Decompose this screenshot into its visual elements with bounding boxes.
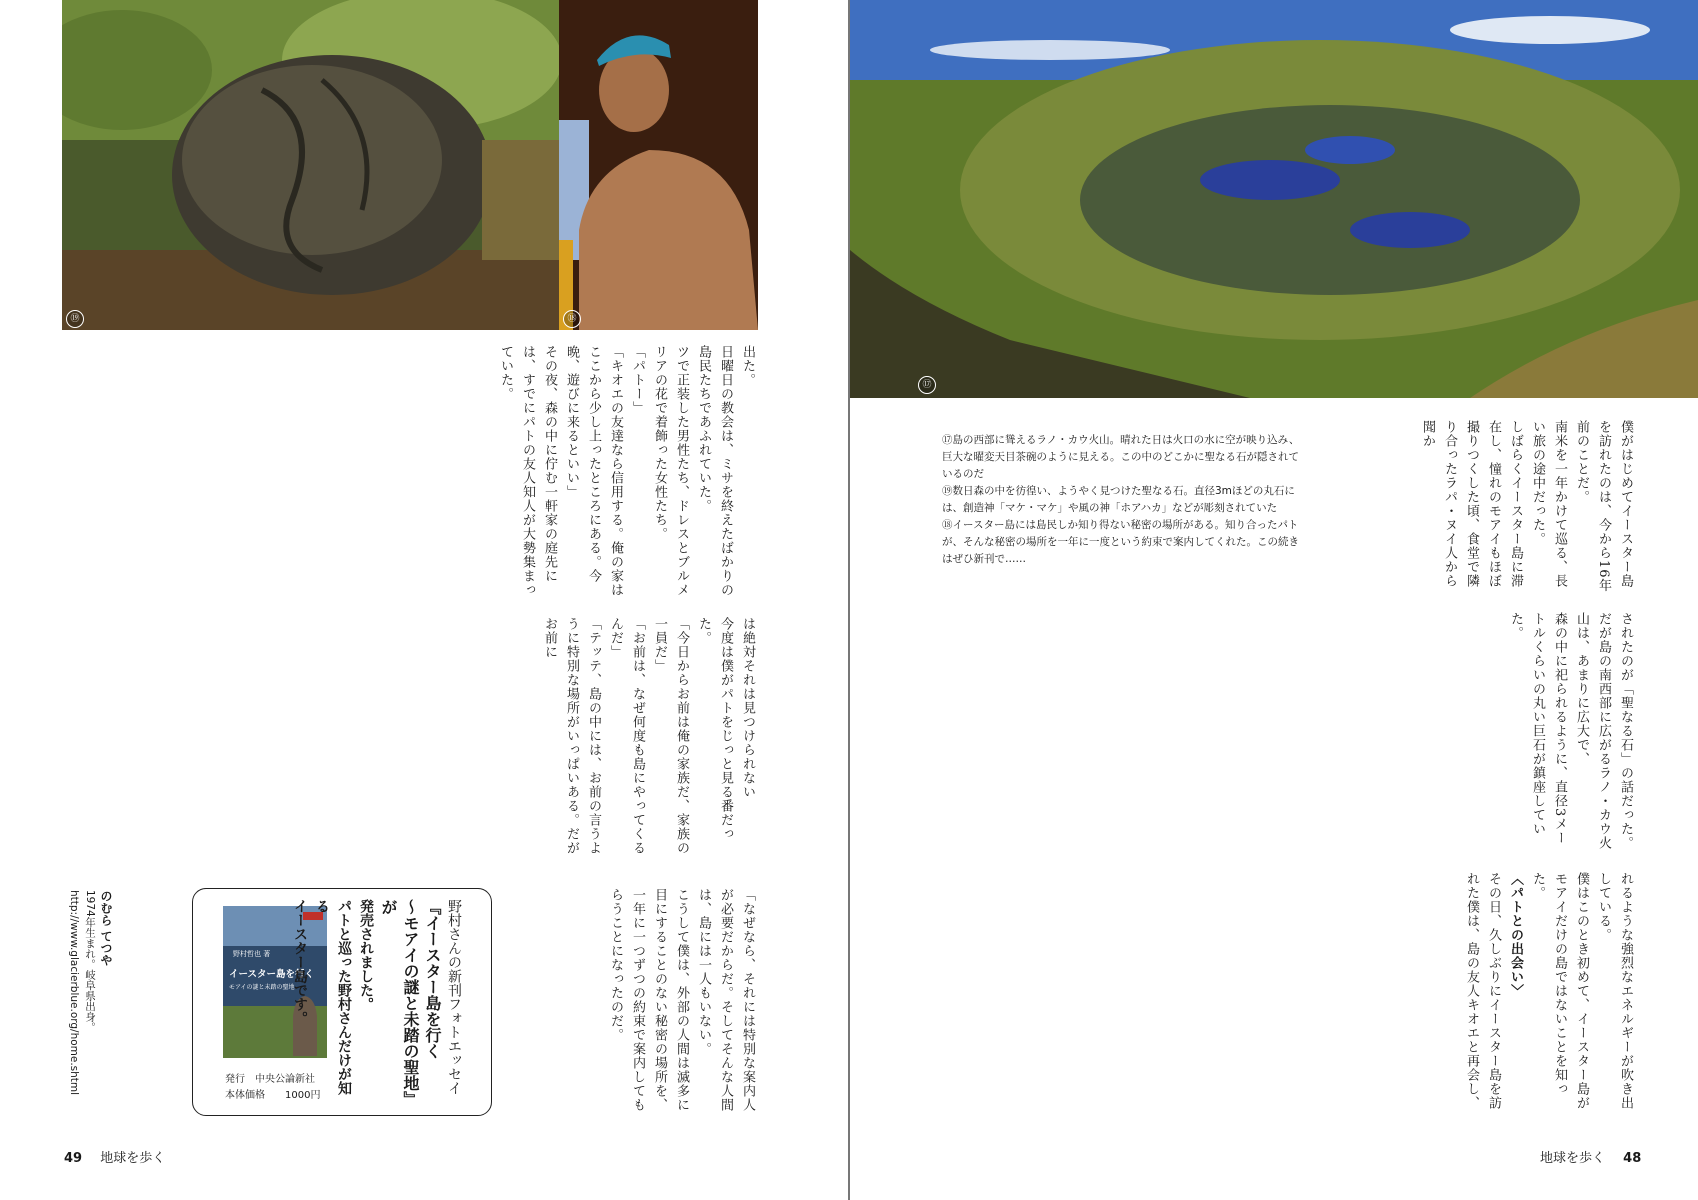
body-text-upper	[1318, 420, 1636, 600]
magazine-title: 地球を歩く	[1540, 1151, 1606, 1166]
paragraph: その夜、森の中に佇む一軒家の庭先には、すでにパトの友人知人が大勢集まっていた。	[498, 345, 557, 597]
left-page	[0, 0, 848, 1200]
caption: ⑲数日森の中を彷徨い、ようやく見つけた聖なる石。直径3mほどの丸石には、創造神「マケ・マケ」や風の神「ホアハカ」などが彫刻されていた	[942, 485, 1295, 514]
paragraph: 今度は僕がパトをじっと見る番だった。	[696, 617, 733, 841]
folio	[1540, 1147, 1641, 1166]
paragraph: 南米を一年かけて巡る、長い旅の途中だった。	[1530, 420, 1567, 588]
promo-body: パトと巡った野村さんだけが知る	[314, 899, 352, 1095]
promo-subtitle: ～モアイの謎と未踏の聖地』が	[379, 899, 420, 1099]
paragraph: しばらくイースター島に滞在し、憧れのモアイもほぼ撮りつくした頃、食堂で隣り合ったラパ・ヌイ人から聞か	[1420, 420, 1523, 588]
photo-crater-lake	[850, 0, 1698, 398]
paragraph: 「今日からお前は俺の家族だ、家族の一員だ」	[652, 617, 689, 855]
cover-author: 野村哲也 著	[233, 950, 271, 958]
paragraph: 森の中に祀られるように、直径3メートルくらいの丸い巨石が鎮座していた。	[1508, 612, 1567, 846]
body-text-middle	[62, 617, 758, 857]
promo-body: イースター島です。	[292, 899, 308, 1025]
price: 本体価格 1000円	[225, 1090, 321, 1101]
book-promo-box	[192, 888, 492, 1116]
photo-number-badge: ⑲	[66, 310, 84, 328]
paragraph: 「なぜなら、それには特別な案内人が必要だからだ。そしてそんな人間は、島には一人もいない。	[696, 888, 755, 1112]
cover-title: イースター島を行く	[229, 969, 315, 980]
paragraph: れるような強烈なエネルギーが吹き出している。	[1596, 872, 1633, 1110]
paragraph: こうして僕は、外部の人間は滅多に目にすることのない秘密の場所を、一年に一つずつの約束で案内してもらうことになったのだ。	[608, 888, 689, 1112]
promo-intro: 野村さんの新刊フォトエッセイ	[446, 899, 462, 1095]
promo-text	[289, 899, 465, 1103]
caption: ⑱イースター島には島民しか知り得ない秘密の場所がある。知り合ったパトが、そんな秘密の場所を一年に一度という約束で案内してくれた。この続きはぜひ新刊で……	[942, 519, 1299, 565]
paragraph: 「キオエの友達なら信用する。俺の家はここから少し上ったところにある。今晩、遊びに来るといい」	[564, 345, 623, 597]
paragraph: 僕はこのとき初めて、イースター島がモアイだけの島ではないことを知った。	[1530, 872, 1589, 1110]
man-in-cap-image	[559, 0, 758, 330]
paragraph: は絶対それは見つけられない	[740, 617, 755, 799]
paragraph: だが島の南西部に広がるラノ・カウ火山は、あまりに広大で、	[1574, 612, 1611, 850]
right-page	[850, 0, 1698, 1200]
photo-captions	[942, 432, 1302, 568]
photo-man-in-cap	[559, 0, 758, 330]
photo-number-badge: ⑱	[563, 310, 581, 328]
section-heading: 〈パトとの出会い〉	[1508, 872, 1523, 998]
photo-number-badge: ⑰	[918, 376, 936, 394]
page-number: 49	[64, 1151, 83, 1166]
paragraph: 「パトー」	[630, 345, 645, 415]
promo-release: 発売されました。	[358, 899, 374, 1011]
paragraph: 「お前は、なぜ何度も島にやってくるんだ」	[608, 617, 645, 855]
magazine-title: 地球を歩く	[100, 1151, 166, 1166]
body-text-lower	[500, 888, 758, 1118]
body-text-lower	[942, 872, 1636, 1122]
crater-lake-image	[850, 0, 1698, 398]
folio	[64, 1147, 165, 1166]
author-name: のむら てつや	[99, 890, 113, 967]
paragraph: ツで正装した男性たち、ドレスとブルメリアの花で着飾った女性たち。	[652, 345, 689, 597]
carved-stone-image	[62, 0, 559, 330]
caption: ⑰島の西部に聳えるラノ・カウ火山。晴れた日は火口の水に空が映り込み、巨大な曜変天目茶碗のように見える。この中のどこかに聖なる石が隠されているのだ	[942, 434, 1300, 480]
paragraph: その日、久しぶりにイースター島を訪れた僕は、島の友人キオエと再会し、	[1464, 872, 1501, 1110]
author-url: http://www.glacierblue.org/home.shtml	[68, 890, 80, 1096]
paragraph: 「テッテ、島の中には、お前の言うように特別な場所がいっぱいある。だがお前に	[542, 617, 601, 855]
author-profile	[66, 890, 114, 1105]
author-bio: 1974年生まれ。岐阜県出身。	[84, 890, 96, 1033]
body-text-upper	[62, 345, 758, 607]
publisher: 発行 中央公論新社	[225, 1074, 315, 1085]
cover-subtitle: モアイの謎と未踏の聖地	[229, 984, 295, 991]
page-number: 48	[1623, 1151, 1642, 1166]
paragraph: 日曜日の教会は、ミサを終えたばかりの島民たちであふれていた。	[696, 345, 733, 597]
promo-title: 『イースター島を行く	[423, 899, 442, 1059]
paragraph: 僕がはじめてイースター島を訪れたのは、今から16年前のことだ。	[1574, 420, 1633, 593]
paragraph: されたのが「聖なる石」の話だった。	[1618, 612, 1633, 850]
body-text-middle	[942, 612, 1636, 852]
paragraph: 出た。	[740, 345, 755, 387]
photo-carved-stone	[62, 0, 559, 330]
